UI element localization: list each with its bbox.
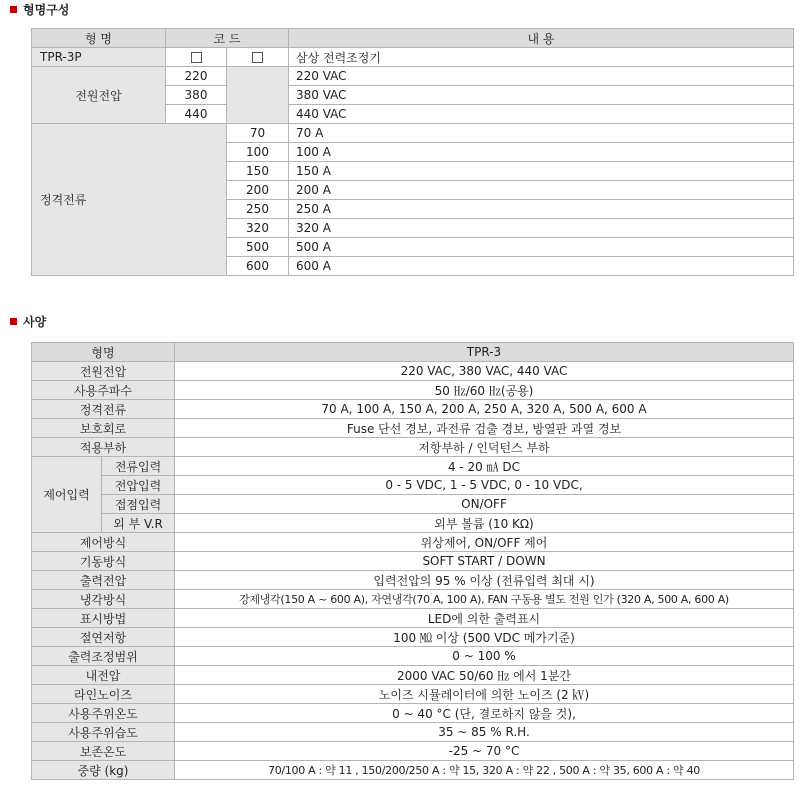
voltage-content: 380 VAC [289,86,794,105]
control-value: ON/OFF [175,495,794,514]
model-label: TPR-3P [32,48,166,67]
spec-value: 0 ~ 100 % [175,647,794,666]
spec-value: 35 ~ 85 % R.H. [175,723,794,742]
voltage-content: 220 VAC [289,67,794,86]
spec-label: 냉각방식 [32,590,175,609]
spec-value: Fuse 단선 경보, 과전류 검출 경보, 방열판 과열 경보 [175,419,794,438]
spec-label: 중량 (kg) [32,761,175,780]
spec-label: 출력전압 [32,571,175,590]
spec-value: 입력전압의 95 % 이상 (전류입력 최대 시) [175,571,794,590]
bullet-icon [10,6,17,13]
spec-value: 저항부하 / 인덕턴스 부하 [175,438,794,457]
spec-value: 50 ㎐/60 ㎐(공용) [175,381,794,400]
spec-value: 100 ㏁ 이상 (500 VDC 메가기준) [175,628,794,647]
current-code: 600 [227,257,289,276]
bullet-icon [10,318,17,325]
code-box-1 [166,48,227,67]
code-box-2 [227,48,289,67]
spec-label: 라인노이즈 [32,685,175,704]
voltage-label: 전원전압 [32,67,166,124]
current-code: 250 [227,200,289,219]
spec-label: 사용주위온도 [32,704,175,723]
control-sub-label: 전류입력 [102,457,175,476]
control-sub-label: 접점입력 [102,495,175,514]
header-code: 코 드 [166,29,289,48]
checkbox-square-icon [252,52,263,63]
spec-label: 적용부하 [32,438,175,457]
spec-value: 220 VAC, 380 VAC, 440 VAC [175,362,794,381]
spec-label: 출력조정범위 [32,647,175,666]
current-content: 200 A [289,181,794,200]
specification-table [31,342,794,780]
section-title-text: 형명구성 [23,3,70,17]
control-value: 외부 볼륨 (10 KΩ) [175,514,794,533]
current-code: 150 [227,162,289,181]
spec-label: 보호회로 [32,419,175,438]
current-code: 100 [227,143,289,162]
current-code: 500 [227,238,289,257]
section-title-model-composition [10,1,69,18]
spec-label: 사용주파수 [32,381,175,400]
model-content: 삼상 전력조정기 [289,48,794,67]
current-content: 320 A [289,219,794,238]
control-sub-label: 외 부 V.R [102,514,175,533]
current-content: 100 A [289,143,794,162]
spec-value: LED에 의한 출력표시 [175,609,794,628]
spec-value: 위상제어, ON/OFF 제어 [175,533,794,552]
spec-label: 절연저항 [32,628,175,647]
control-input-label: 제어입력 [32,457,102,533]
current-code: 320 [227,219,289,238]
model-composition-table [31,28,794,276]
section-title-specifications [10,313,46,330]
voltage-code: 440 [166,105,227,124]
spec-label: 보존온도 [32,742,175,761]
header-model: 형 명 [32,29,166,48]
empty-cell [227,67,289,124]
spec-value: 0 ~ 40 °C (단, 결로하지 않을 것), [175,704,794,723]
current-content: 70 A [289,124,794,143]
spec-label: 기동방식 [32,552,175,571]
spec-value: -25 ~ 70 °C [175,742,794,761]
spec-value: 노이즈 시뮬레이터에 의한 노이즈 (2 ㎸) [175,685,794,704]
voltage-code: 220 [166,67,227,86]
spec-label: 전원전압 [32,362,175,381]
voltage-content: 440 VAC [289,105,794,124]
spec-value: 강제냉각(150 A ~ 600 A), 자연냉각(70 A, 100 A), FAN 구동용 별도 전원 인가 (320 A, 500 A, 600 A) [175,590,794,609]
spec-label: 정격전류 [32,400,175,419]
control-value: 4 - 20 ㎃ DC [175,457,794,476]
checkbox-square-icon [191,52,202,63]
current-content: 150 A [289,162,794,181]
spec-value: 70 A, 100 A, 150 A, 200 A, 250 A, 320 A, 500 A, 600 A [175,400,794,419]
current-code: 200 [227,181,289,200]
current-content: 600 A [289,257,794,276]
current-content: 250 A [289,200,794,219]
spec-label: 제어방식 [32,533,175,552]
current-code: 70 [227,124,289,143]
spec-header-label: 형명 [32,343,175,362]
spec-label: 표시방법 [32,609,175,628]
voltage-code: 380 [166,86,227,105]
spec-label: 내전압 [32,666,175,685]
current-content: 500 A [289,238,794,257]
section-title-text: 사양 [23,315,47,329]
spec-label: 사용주위습도 [32,723,175,742]
spec-value: 2000 VAC 50/60 ㎐ 에서 1분간 [175,666,794,685]
control-sub-label: 전압입력 [102,476,175,495]
header-content: 내 용 [289,29,794,48]
spec-header-value: TPR-3 [175,343,794,362]
current-label: 정격전류 [32,124,227,276]
control-value: 0 - 5 VDC, 1 - 5 VDC, 0 - 10 VDC, [175,476,794,495]
spec-value: SOFT START / DOWN [175,552,794,571]
spec-value: 70/100 A : 약 11 , 150/200/250 A : 약 15, 320 A : 약 22 , 500 A : 약 35, 600 A : 약 40 [175,761,794,780]
